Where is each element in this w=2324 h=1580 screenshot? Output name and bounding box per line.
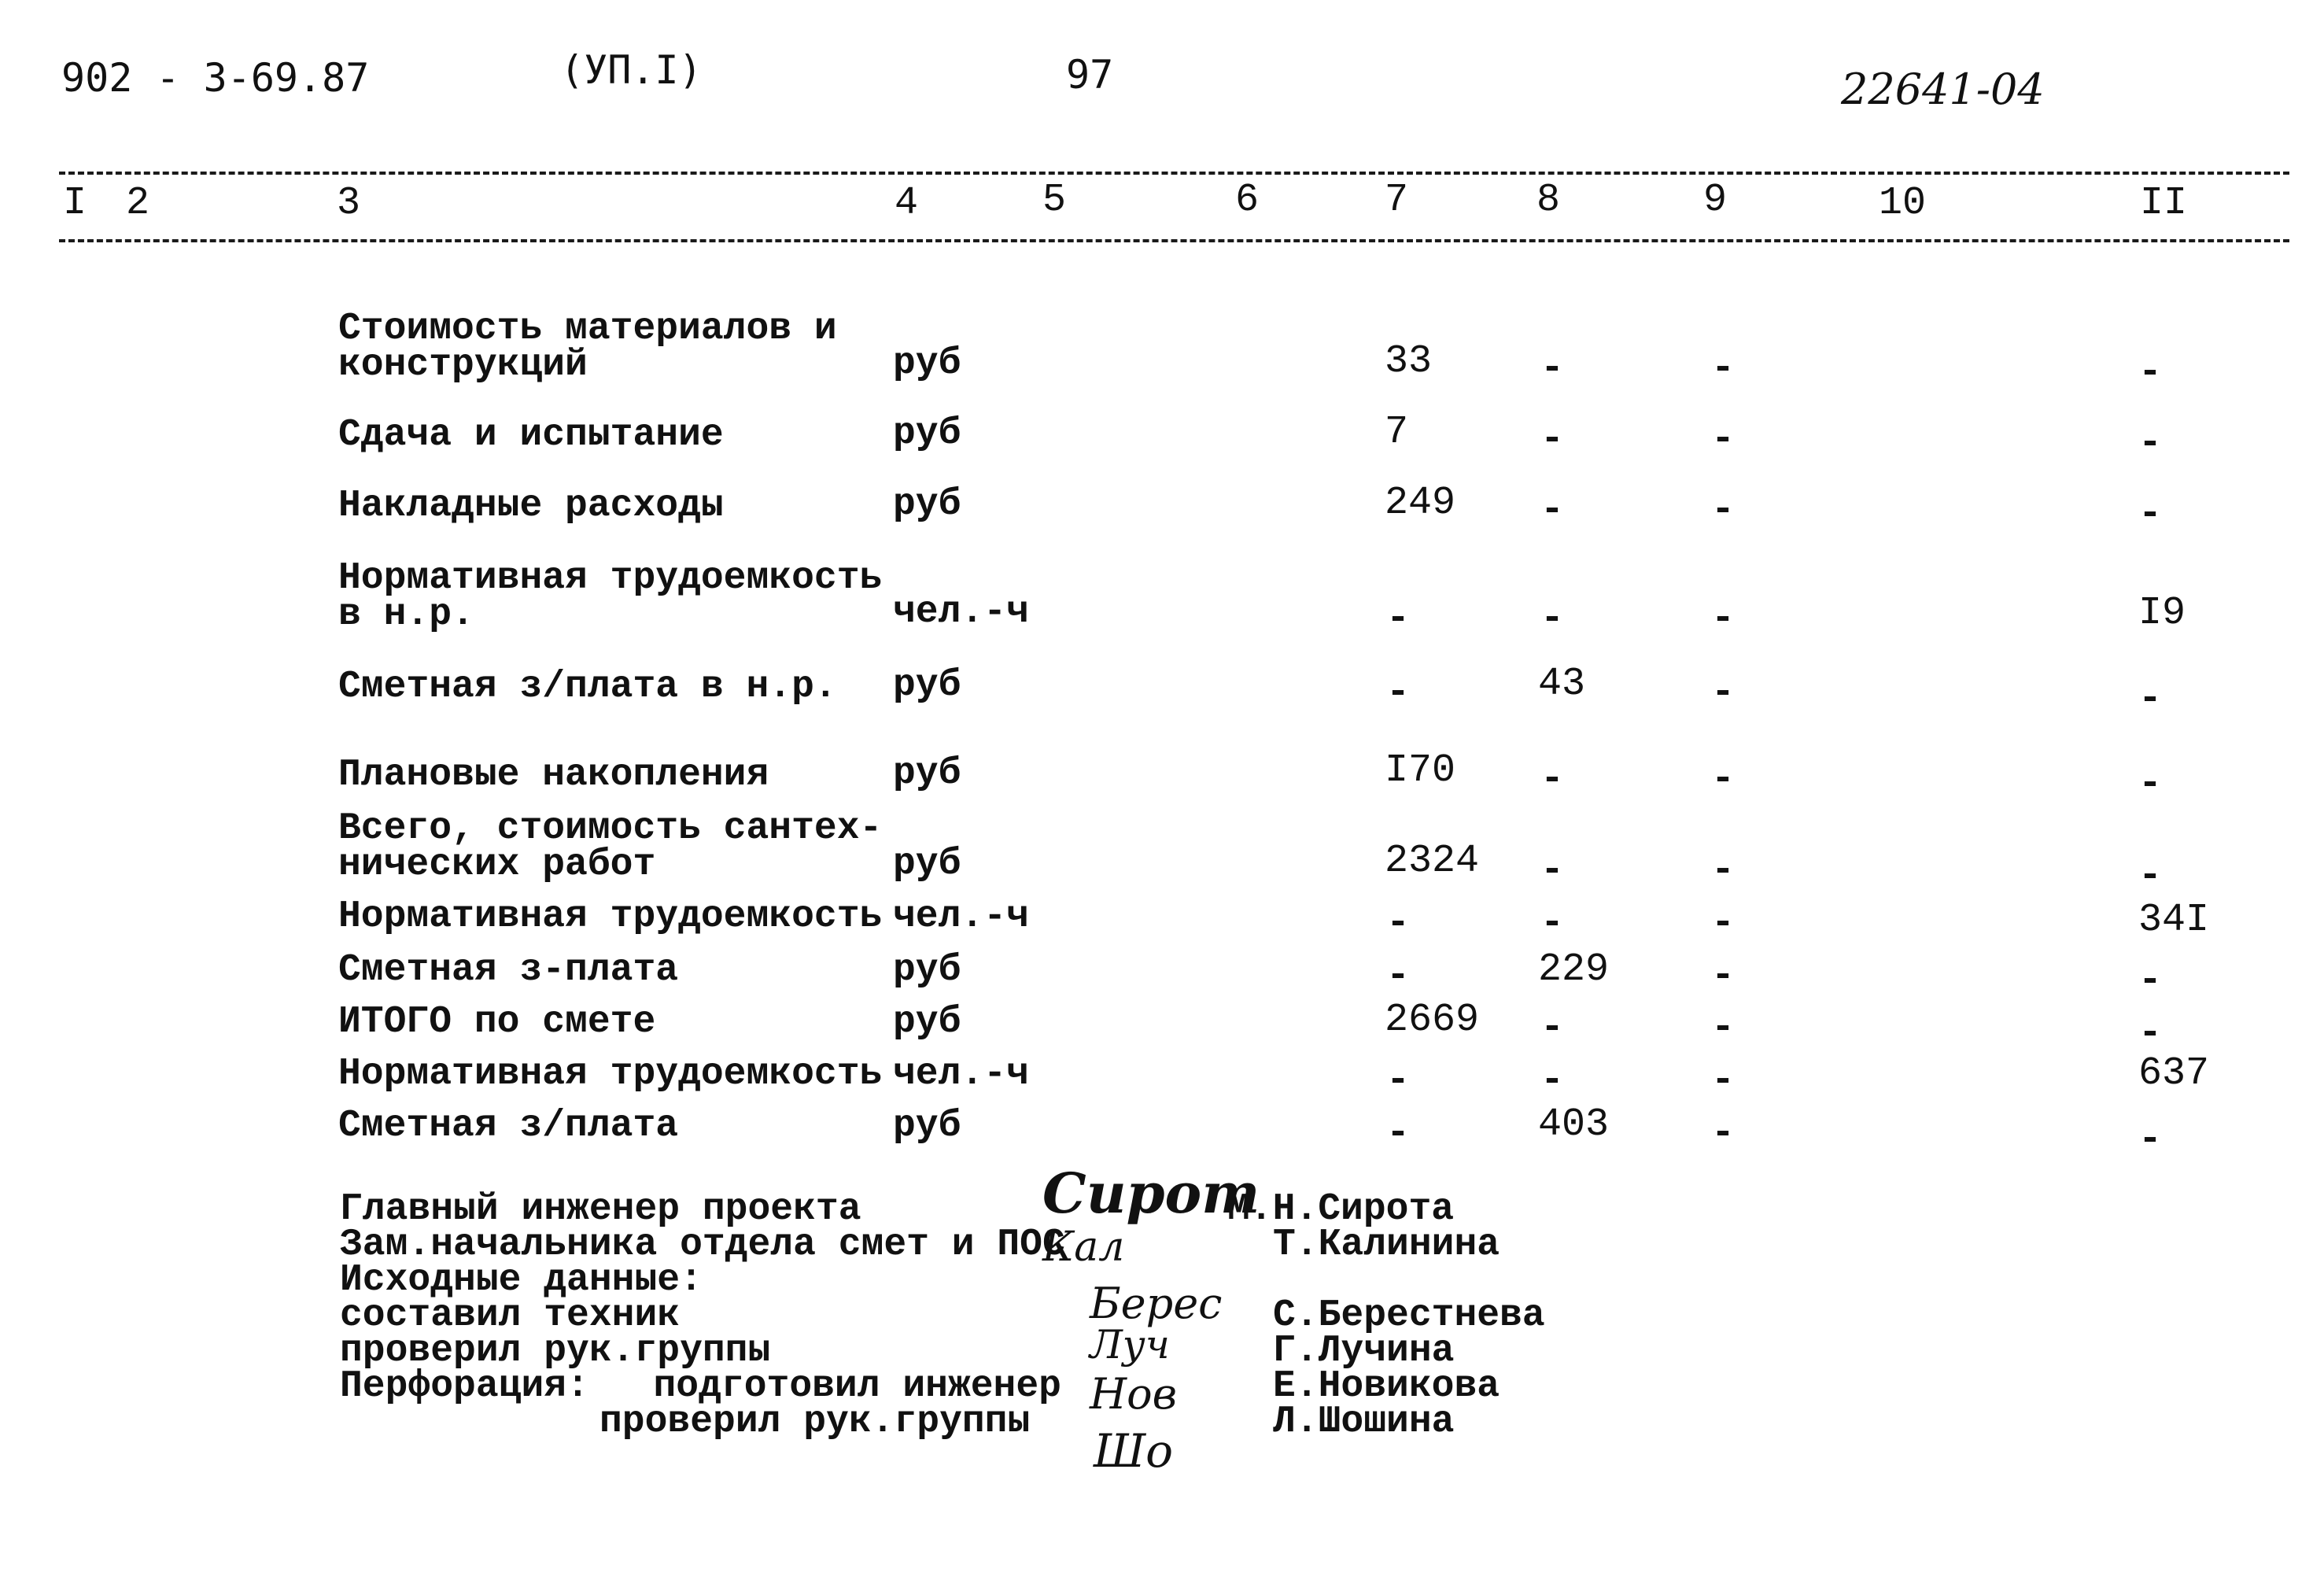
table-row-label: Нормативная трудоемкость xyxy=(338,895,883,938)
perf-checked-name: Л.Шошина xyxy=(1273,1401,1455,1443)
col-header-6: 6 xyxy=(1235,178,1260,223)
value-cell: 33 xyxy=(1385,339,1433,384)
value-cell: - xyxy=(1711,954,1736,999)
col-header-11: II xyxy=(2140,181,2188,226)
value-cell: I9 xyxy=(2138,591,2186,636)
header-top-rule xyxy=(59,172,2289,175)
perforation-row xyxy=(340,1365,1065,1408)
value-cell: 7 xyxy=(1385,410,1409,455)
unit-cell: руб xyxy=(893,483,961,526)
col-header-10: 10 xyxy=(1879,181,1927,226)
value-cell: 2669 xyxy=(1385,998,1480,1043)
col-header-1: I xyxy=(63,181,87,226)
value-cell: 229 xyxy=(1538,947,1610,992)
value-cell: - xyxy=(2138,854,2163,899)
signature-berestneva: Берес xyxy=(1090,1279,1223,1328)
value-cell: - xyxy=(1386,901,1411,946)
unit-cell: руб xyxy=(893,1001,961,1043)
signature-luchina: Луч xyxy=(1090,1322,1170,1368)
table-row-label: Сметная з-плата xyxy=(338,949,679,991)
value-cell: - xyxy=(2138,762,2163,807)
deputy-title: Зам.начальника отдела смет и ПОС xyxy=(340,1224,1065,1266)
page-number: 97 xyxy=(1066,52,1114,98)
value-cell: 43 xyxy=(1538,662,1586,707)
value-cell: - xyxy=(1540,346,1565,391)
table-row-label: Накладные расходы xyxy=(338,485,724,527)
source-data-label: Исходные данные: xyxy=(340,1259,703,1301)
perforation-title: Перфорация: xyxy=(340,1365,589,1408)
value-cell: - xyxy=(1540,596,1565,641)
unit-cell: руб xyxy=(893,1105,961,1147)
unit-cell: руб xyxy=(893,949,961,991)
value-cell: - xyxy=(1711,757,1736,802)
perf-checked-title: проверил рук.группы xyxy=(599,1401,1031,1443)
value-cell: 34I xyxy=(2138,898,2210,943)
unit-cell: чел.-ч xyxy=(893,895,1029,938)
value-cell: - xyxy=(1540,1006,1565,1050)
value-cell: - xyxy=(1540,757,1565,802)
value-cell: - xyxy=(1386,596,1411,641)
value-cell: - xyxy=(1711,848,1736,893)
value-cell: - xyxy=(1711,1006,1736,1050)
unit-cell: руб xyxy=(893,843,961,885)
deputy-name: Т.Калинина xyxy=(1273,1224,1500,1266)
table-row-label: Нормативная трудоемкость xyxy=(338,1053,883,1095)
value-cell: - xyxy=(1711,901,1736,946)
signature-titles xyxy=(340,1188,1065,1443)
value-cell: - xyxy=(2138,350,2163,395)
value-cell: - xyxy=(2138,421,2163,466)
table-row-label: ИТОГО по смете xyxy=(338,1001,656,1043)
col-header-9: 9 xyxy=(1703,178,1728,223)
value-cell: - xyxy=(1711,488,1736,533)
unit-cell: руб xyxy=(893,412,961,455)
value-cell: - xyxy=(1711,346,1736,391)
value-cell: 403 xyxy=(1538,1102,1610,1147)
prepared-title: подготовил инженер xyxy=(653,1365,1061,1408)
col-header-3: 3 xyxy=(337,181,361,226)
value-cell: - xyxy=(1711,1058,1736,1103)
value-cell: - xyxy=(1386,954,1411,999)
header-bottom-rule xyxy=(59,239,2289,242)
unit-cell: руб xyxy=(893,342,961,385)
value-cell: - xyxy=(1540,417,1565,462)
col-header-8: 8 xyxy=(1536,178,1561,223)
value-cell: - xyxy=(1540,488,1565,533)
signature-kalinina: Кал xyxy=(1042,1224,1125,1271)
chief-engineer-name: М.Н.Сирота xyxy=(1227,1188,1455,1231)
value-cell: - xyxy=(2138,492,2163,537)
value-cell: - xyxy=(2138,1117,2163,1162)
table-row-label: Сдача и испытание xyxy=(338,414,724,456)
checked-title: проверил рук.группы xyxy=(340,1330,771,1372)
value-cell: - xyxy=(1386,1058,1411,1103)
value-cell: - xyxy=(1540,1058,1565,1103)
signer-names xyxy=(1227,1188,1545,1443)
value-cell: - xyxy=(1540,848,1565,893)
col-header-5: 5 xyxy=(1042,178,1067,223)
col-header-2: 2 xyxy=(126,181,150,226)
unit-cell: руб xyxy=(893,752,961,795)
table-row-label: Стоимость материалов и конструкций xyxy=(338,308,837,386)
unit-cell: чел.-ч xyxy=(893,591,1029,633)
table-row-label: Сметная з/плата xyxy=(338,1105,679,1147)
section-label: (УП.I) xyxy=(560,47,703,93)
signature-shoshina: Шо xyxy=(1094,1424,1174,1478)
value-cell: - xyxy=(1386,670,1411,715)
col-header-7: 7 xyxy=(1385,178,1409,223)
signature-novikova: Нов xyxy=(1090,1369,1178,1419)
table-row-label: Сметная з/плата в н.р. xyxy=(338,666,837,708)
table-row-label: Плановые накопления xyxy=(338,754,769,796)
value-cell: - xyxy=(1711,417,1736,462)
value-cell: - xyxy=(1540,901,1565,946)
value-cell: 2324 xyxy=(1385,839,1480,884)
compiled-title: составил техник xyxy=(340,1294,681,1337)
value-cell: I70 xyxy=(1385,748,1456,793)
value-cell: 249 xyxy=(1385,481,1456,526)
prepared-name: Е.Новикова xyxy=(1273,1365,1500,1408)
table-row-label: Всего, стоимость сантех- нических работ xyxy=(338,807,883,886)
value-cell: - xyxy=(1711,670,1736,715)
value-cell: - xyxy=(2138,958,2163,1003)
chief-engineer-title: Главный инженер проекта xyxy=(340,1188,861,1231)
col-header-4: 4 xyxy=(895,181,919,226)
value-cell: 637 xyxy=(2138,1051,2210,1096)
value-cell: - xyxy=(1386,1111,1411,1156)
value-cell: - xyxy=(1711,596,1736,641)
checked-name: Г.Лучина xyxy=(1273,1330,1455,1372)
unit-cell: чел.-ч xyxy=(893,1053,1029,1095)
value-cell: - xyxy=(2138,677,2163,722)
registration-number: 22641-04 xyxy=(1841,65,2045,114)
unit-cell: руб xyxy=(893,664,961,707)
compiled-name: С.Берестнева xyxy=(1273,1294,1545,1337)
value-cell: - xyxy=(2138,1011,2163,1056)
document-code: 902 - 3-69.87 xyxy=(61,55,370,101)
value-cell: - xyxy=(1711,1111,1736,1156)
table-row-label: Нормативная трудоемкость в н.р. xyxy=(338,557,883,636)
signature-sirota: Сирот xyxy=(1042,1161,1260,1226)
